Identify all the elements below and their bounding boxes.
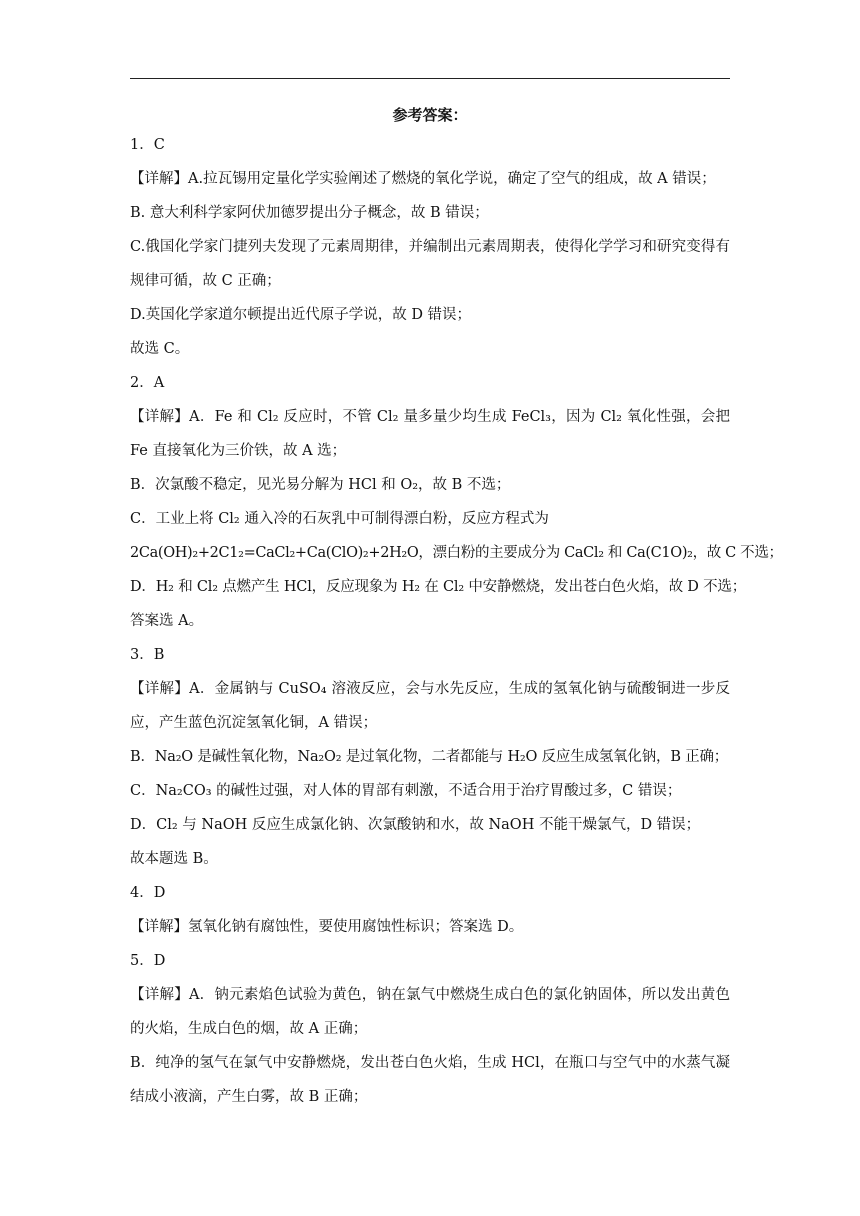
answer-number: 1．C bbox=[130, 137, 165, 153]
answer-line: 【详解】氢氧化钠有腐蚀性，要使用腐蚀性标识；答案选 D。 bbox=[130, 919, 524, 935]
answer-line: 【详解】A．钠元素焰色试验为黄色，钠在氯气中燃烧生成白色的氯化钠固体，所以发出黄色的火焰，生成白色的烟，故 A 正确； bbox=[130, 987, 730, 1037]
answer-list bbox=[130, 128, 783, 1114]
answer-line: D．H₂ 和 Cl₂ 点燃产生 HCl，反应现象为 H₂ 在 Cl₂ 中安静燃烧，发出苍白色火焰，故 D 不选； bbox=[130, 579, 747, 595]
answer-line: 故本题选 B。 bbox=[130, 851, 218, 867]
answer-line: C．Na₂CO₃ 的碱性过强，对人体的胃部有刺激，不适合用于治疗胃酸过多，C 错误； bbox=[130, 783, 682, 799]
header-rule bbox=[130, 78, 730, 79]
answer-number: 2．A bbox=[130, 375, 165, 391]
answer-line: C．工业上将 Cl₂ 通入冷的石灰乳中可制得漂白粉，反应方程式为 bbox=[130, 511, 549, 527]
answer-line: 【详解】A．Fe 和 Cl₂ 反应时，不管 Cl₂ 量多量少均生成 FeCl₃，因为 Cl₂ 氧化性强，会把 Fe 直接氧化为三价铁，故 A 选； bbox=[130, 409, 730, 459]
answer-line: 答案选 A。 bbox=[130, 613, 204, 629]
answer-line: 2Ca(OH)₂+2C1₂=CaCl₂+Ca(ClO)₂+2H₂O，漂白粉的主要成分为 CaCl₂ 和 Ca(C1O)₂，故 C 不选； bbox=[130, 545, 783, 561]
answer-line: 【详解】A.拉瓦锡用定量化学实验阐述了燃烧的氧化学说，确定了空气的组成，故 A 错误； bbox=[130, 171, 716, 187]
answer-number: 5．D bbox=[130, 953, 166, 969]
answer-line: 【详解】A．金属钠与 CuSO₄ 溶液反应，会与水先反应，生成的氢氧化钠与硫酸铜进一步反应，产生蓝色沉淀氢氧化铜，A 错误； bbox=[130, 681, 730, 731]
answer-line: B．次氯酸不稳定，见光易分解为 HCl 和 O₂，故 B 不选； bbox=[130, 477, 511, 493]
page-title: 参考答案： bbox=[392, 106, 468, 124]
answer-line: D.英国化学家道尔顿提出近代原子学说，故 D 错误； bbox=[130, 307, 472, 323]
answer-number: 3．B bbox=[130, 647, 165, 663]
answer-line: 故选 C。 bbox=[130, 341, 190, 357]
answer-line: B．纯净的氢气在氯气中安静燃烧，发出苍白色火焰，生成 HCl，在瓶口与空气中的水蒸气凝结成小液滴，产生白雾，故 B 正确； bbox=[130, 1055, 730, 1105]
answer-line: D．Cl₂ 与 NaOH 反应生成氯化钠、次氯酸钠和水，故 NaOH 不能干燥氯气，D 错误； bbox=[130, 817, 701, 833]
answer-line: B．Na₂O 是碱性氧化物，Na₂O₂ 是过氧化物，二者都能与 H₂O 反应生成氢氧化钠，B 正确； bbox=[130, 749, 729, 765]
answer-number: 4．D bbox=[130, 885, 166, 901]
answer-line: B. 意大利科学家阿伏加德罗提出分子概念，故 B 错误； bbox=[130, 205, 489, 221]
answer-line: C.俄国化学家门捷列夫发现了元素周期律，并编制出元素周期表，使得化学学习和研究变得有规律可循，故 C 正确； bbox=[130, 239, 730, 289]
